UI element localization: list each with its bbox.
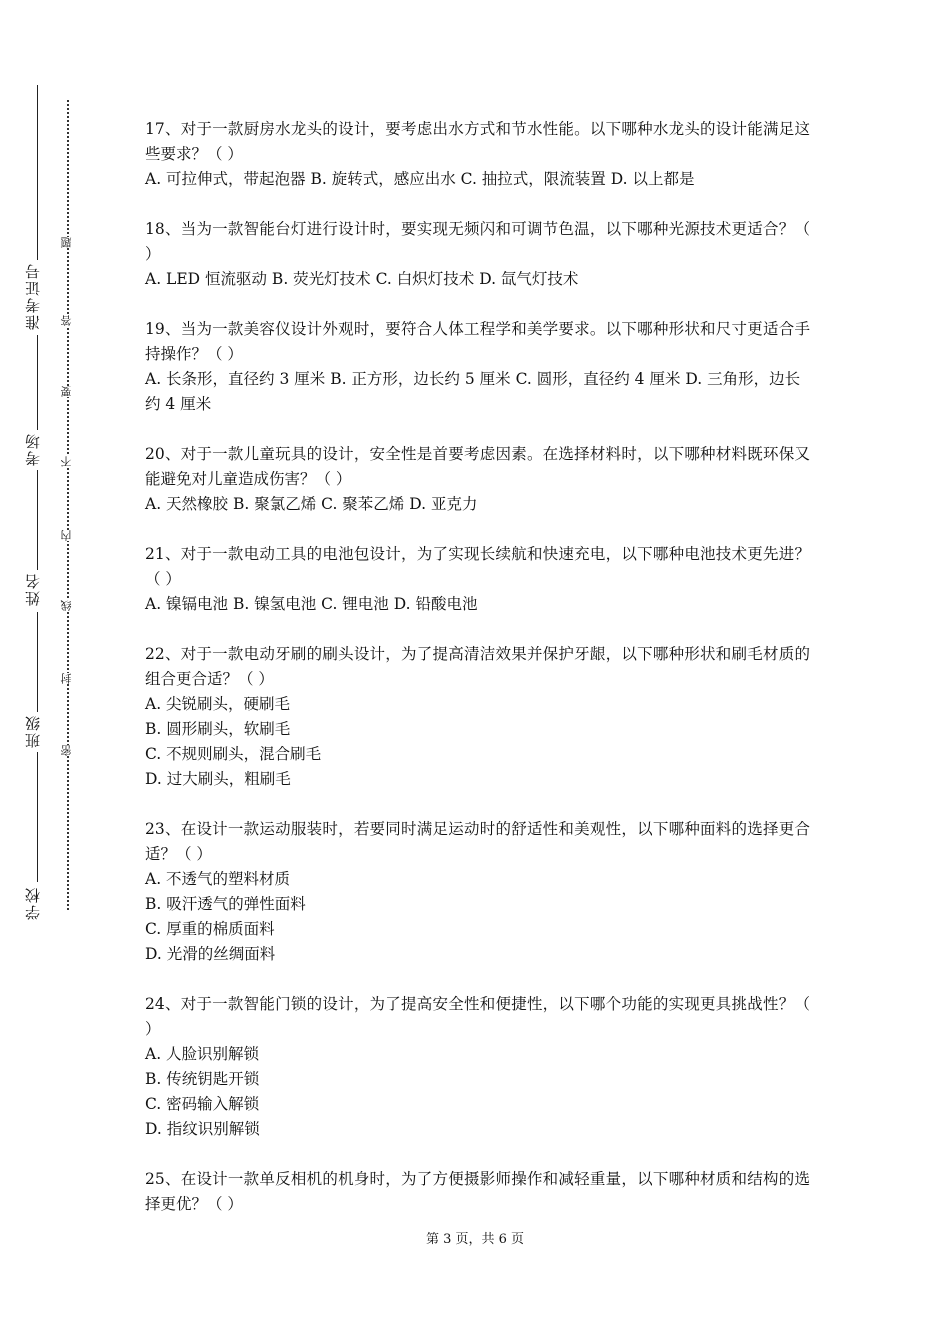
question-21 (145, 542, 810, 617)
seal-char-yao: 要 (60, 386, 76, 397)
question-options: A. 可拉伸式，带起泡器 B. 旋转式，感应出水 C. 抽拉式，限流装置 D. 以上都是 (145, 170, 695, 188)
question-stem: 20、对于一款儿童玩具的设计，安全性是首要考虑因素。在选择材料时，以下哪种材料既环保又能避免对儿童造成伤害？（ ） (145, 445, 810, 488)
seal-char-nei: 内 (60, 530, 76, 541)
seal-char-xian: 线 (60, 600, 76, 611)
question-options: A. 镍镉电池 B. 镍氢电池 C. 锂电池 D. 铅酸电池 (145, 595, 478, 613)
seal-char-mi: 密 (60, 745, 76, 756)
question-18 (145, 217, 810, 292)
question-stem: 24、对于一款智能门锁的设计，为了提高安全性和便捷性，以下哪个功能的实现更具挑战性？（ ） (145, 995, 810, 1038)
option-a: A. 人脸识别解锁 (145, 1045, 260, 1063)
page-number: 第 3 页，共 6 页 (425, 1232, 525, 1247)
option-c: C. 厚重的棉质面料 (145, 920, 275, 938)
seal-char-feng: 封 (60, 673, 76, 684)
question-19 (145, 317, 810, 417)
question-stem: 25、在设计一款单反相机的机身时，为了方便摄影师操作和减轻重量，以下哪种材质和结构的选择更优？（ ） (145, 1170, 810, 1213)
question-20 (145, 442, 810, 517)
option-d: D. 光滑的丝绸面料 (145, 945, 276, 963)
question-24 (145, 992, 810, 1142)
option-c: C. 不规则刷头，混合刷毛 (145, 745, 322, 763)
seal-dotted-line (67, 100, 69, 910)
field-label-exam-room: 考场 (24, 432, 42, 466)
seal-char-da: 答 (60, 315, 76, 326)
option-a: A. 尖锐刷头，硬刷毛 (145, 695, 291, 713)
question-stem: 19、当为一款美容仪设计外观时，要符合人体工程学和美学要求。以下哪种形状和尺寸更适合手持操作？（ ） (145, 320, 810, 363)
option-a: A. 不透气的塑料材质 (145, 870, 291, 888)
question-17 (145, 117, 810, 192)
field-line-name (37, 470, 38, 570)
option-d: D. 指纹识别解锁 (145, 1120, 260, 1138)
field-line-school (37, 752, 38, 882)
field-label-name: 姓名 (24, 572, 42, 606)
option-d: D. 过大刷头，粗刷毛 (145, 770, 291, 788)
question-23 (145, 817, 810, 967)
question-stem: 22、对于一款电动牙刷的刷头设计，为了提高清洁效果并保护牙龈，以下哪种形状和刷毛材质的组合更合适？（ ） (145, 645, 810, 688)
question-options: A. 天然橡胶 B. 聚氯乙烯 C. 聚苯乙烯 D. 亚克力 (145, 495, 478, 513)
option-c: C. 密码输入解锁 (145, 1095, 260, 1113)
field-line-exam-id (37, 85, 38, 260)
field-label-exam-id: 准考证号 (24, 262, 42, 330)
question-25 (145, 1167, 810, 1217)
question-stem: 18、当为一款智能台灯进行设计时，要实现无频闪和可调节色温，以下哪种光源技术更适合？（ ） (145, 220, 810, 263)
field-label-school: 学校 (24, 886, 42, 920)
field-label-class: 班级 (24, 714, 42, 748)
question-stem: 17、对于一款厨房水龙头的设计，要考虑出水方式和节水性能。以下哪种水龙头的设计能满足这些要求？（ ） (145, 120, 810, 163)
field-line-class (37, 612, 38, 712)
field-line-exam-room (37, 335, 38, 430)
question-list (145, 117, 810, 1242)
question-options: A. LED 恒流驱动 B. 荧光灯技术 C. 白炽灯技术 D. 氙气灯技术 (145, 270, 579, 288)
seal-char-bu: 不 (60, 456, 76, 467)
seal-char-ti: 题 (60, 237, 76, 248)
option-b: B. 传统钥匙开锁 (145, 1070, 260, 1088)
option-b: B. 圆形刷头，软刷毛 (145, 720, 291, 738)
question-options: A. 长条形，直径约 3 厘米 B. 正方形，边长约 5 厘米 C. 圆形，直径约 4 厘米 D. 三角形，边长约 4 厘米 (145, 370, 801, 413)
question-stem: 21、对于一款电动工具的电池包设计，为了实现长续航和快速充电，以下哪种电池技术更先进？（ ） (145, 545, 810, 588)
question-stem: 23、在设计一款运动服装时，若要同时满足运动时的舒适性和美观性，以下哪种面料的选择更合适？（ ） (145, 820, 810, 863)
option-b: B. 吸汗透气的弹性面料 (145, 895, 306, 913)
question-22 (145, 642, 810, 792)
